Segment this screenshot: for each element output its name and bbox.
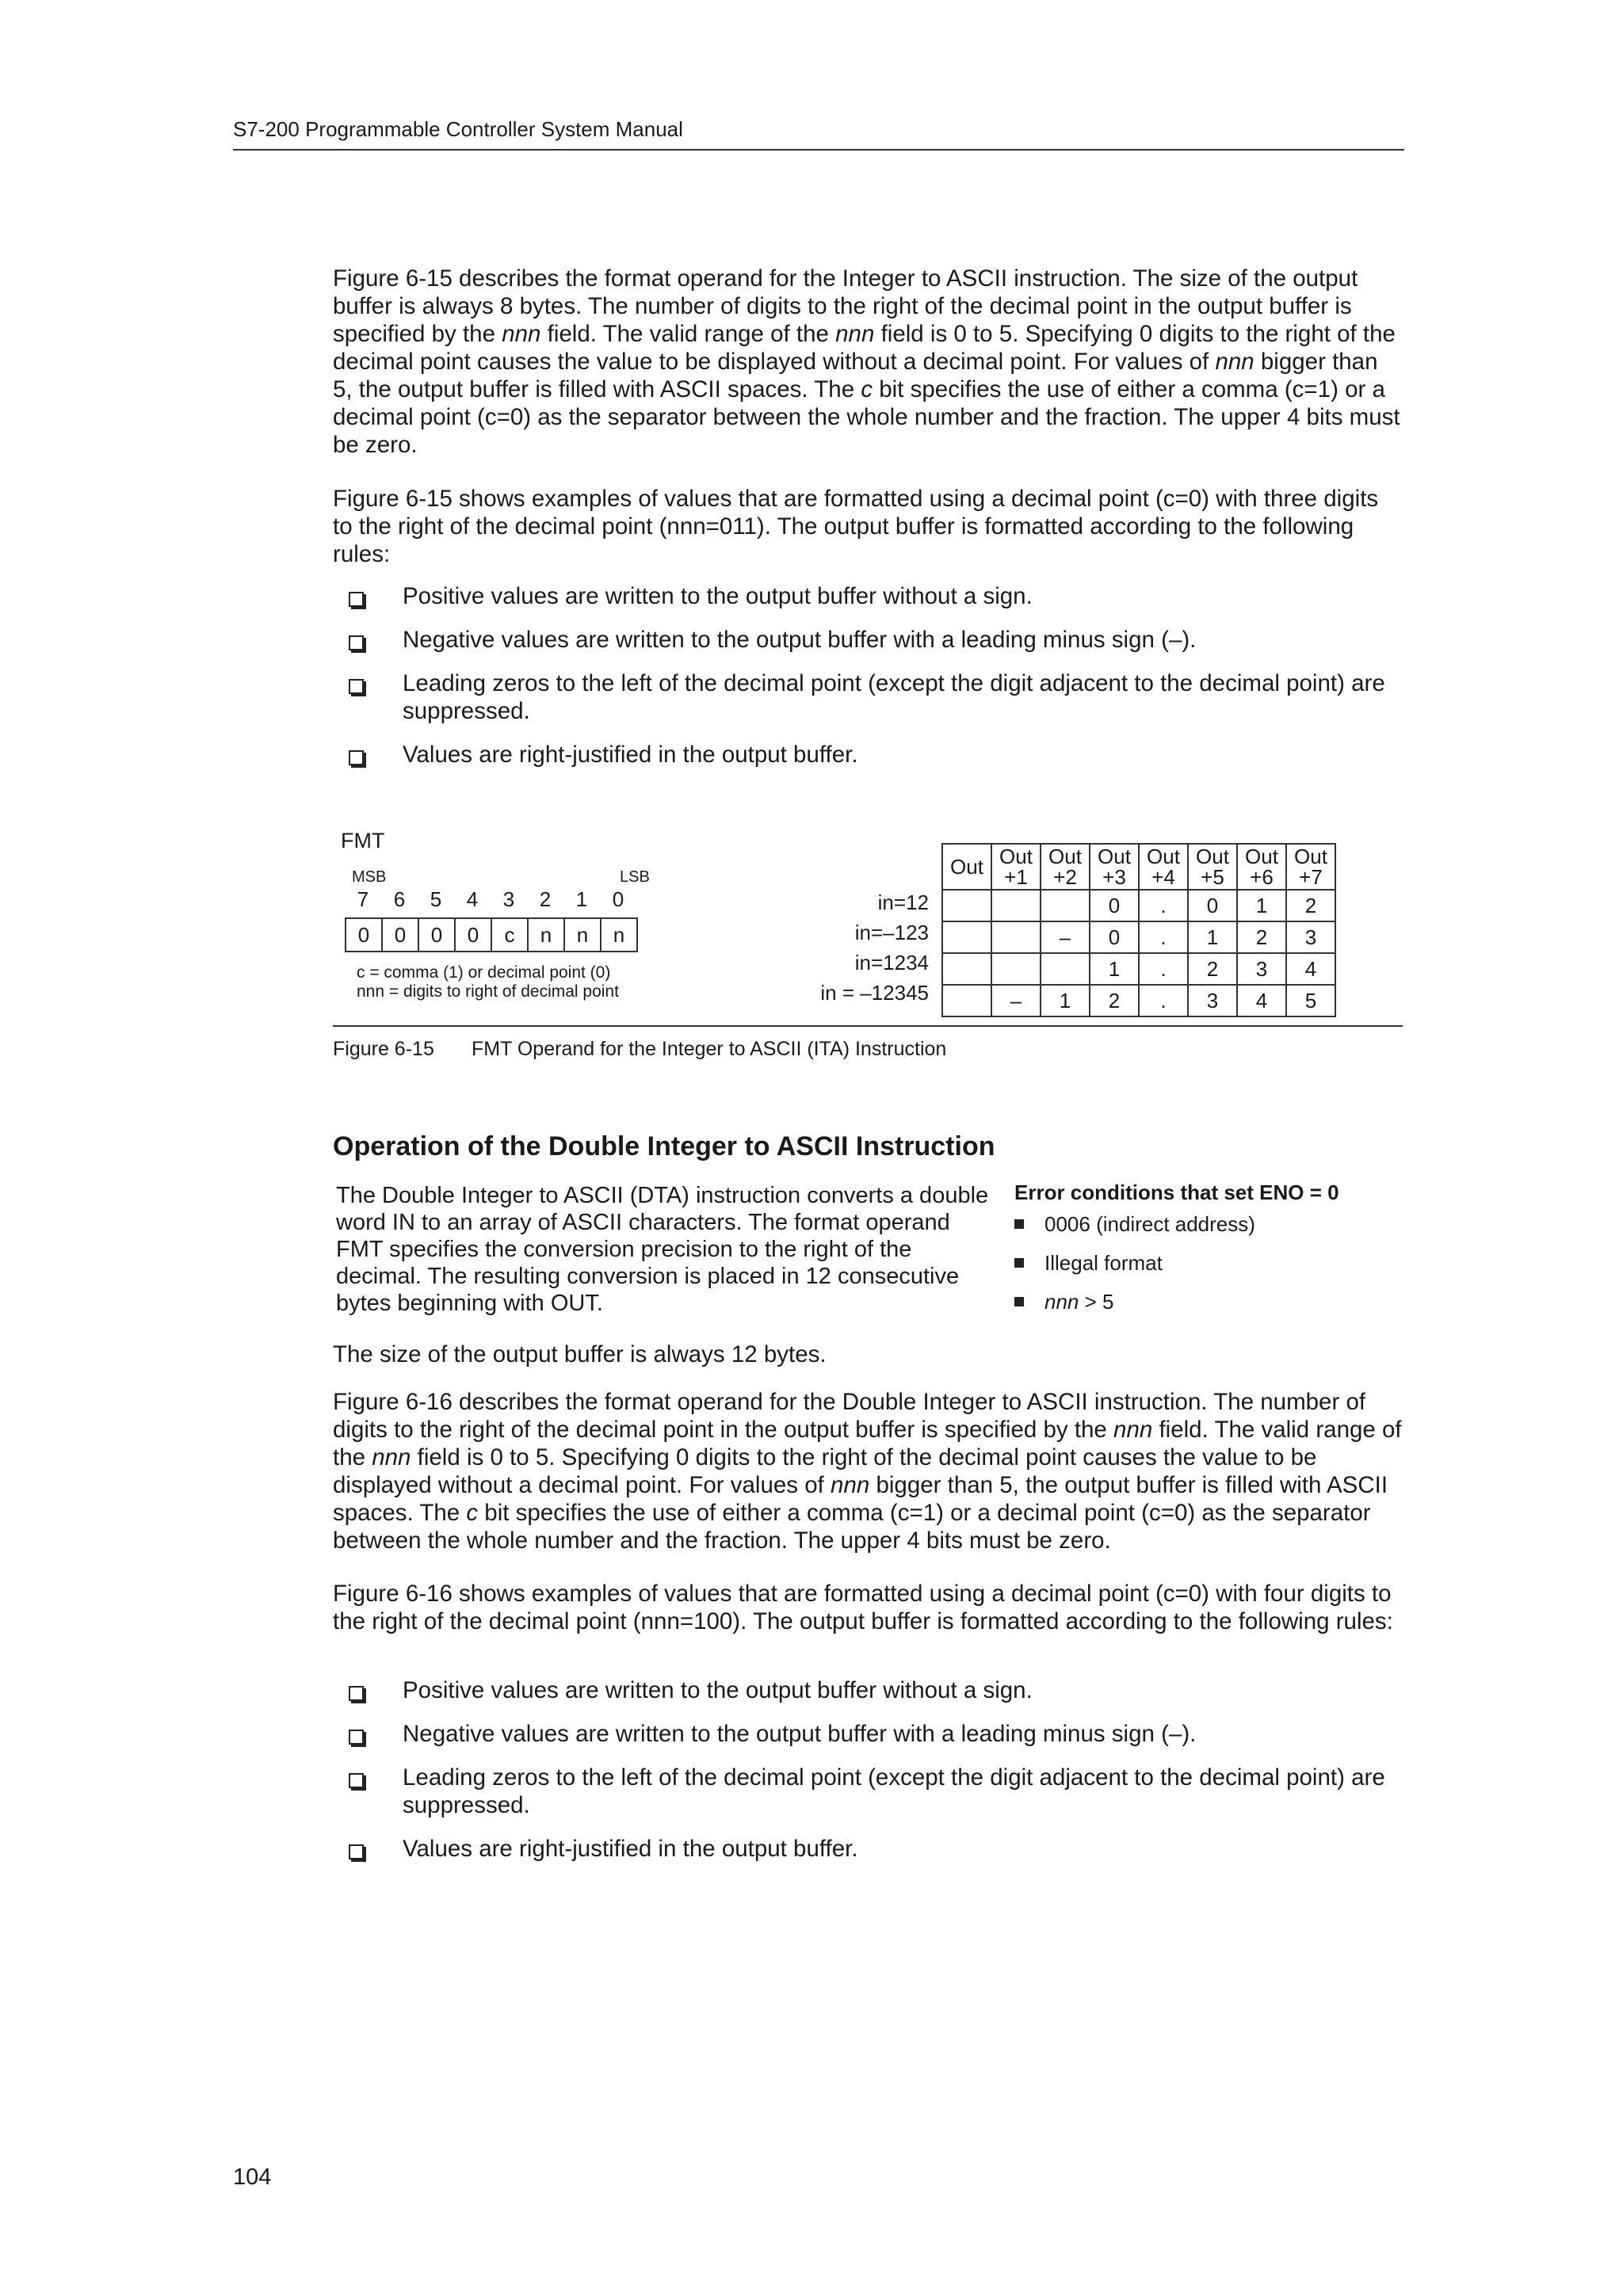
square-bullet-icon (1014, 1297, 1024, 1306)
rule-text: Values are right-justified in the output buffer. (403, 742, 858, 768)
list-item (349, 1720, 1411, 1748)
table-cell (942, 985, 991, 1016)
ita-rules-list (349, 582, 1411, 784)
table-cell (991, 953, 1041, 985)
rule-text: Leading zeros to the left of the decimal point (except the digit adjacent to the decimal point) are suppressed. (403, 670, 1385, 724)
table-cell: 3 (1286, 921, 1335, 953)
table-cell: . (1139, 953, 1188, 985)
bit-number: 5 (430, 887, 442, 911)
table-cell (991, 921, 1041, 953)
text-run: bit specifies the use of either a comma (c=1) or a decimal point (c=0) as the separator between the whole number and the fraction. The upper 4 bits must be zero. (333, 1500, 1371, 1554)
checkbox-bullet-icon (349, 1844, 364, 1859)
list-item (349, 582, 1411, 610)
list-item (349, 1764, 1411, 1819)
rule-text: Leading zeros to the left of the decimal point (except the digit adjacent to the decimal point) are suppressed. (403, 1764, 1385, 1818)
bit-number: 7 (357, 887, 369, 911)
error-text: > 5 (1079, 1290, 1114, 1314)
bit-number: 4 (466, 887, 479, 911)
error-text: 0006 (indirect address) (1044, 1212, 1255, 1236)
nnn-term: nnn (831, 1472, 870, 1498)
list-item (349, 1835, 1411, 1863)
table-cell: 0 (1090, 921, 1139, 953)
list-item (1014, 1290, 1255, 1329)
table-cell: 2 (1237, 921, 1286, 953)
manual-title: S7-200 Programmable Controller System Manual (233, 117, 683, 141)
column-header: Out +1 (991, 844, 1041, 890)
bit-value: n (565, 919, 601, 951)
page-header (233, 116, 1404, 151)
table-header-row (942, 844, 1335, 890)
table-cell (1041, 890, 1090, 921)
table-cell: . (1139, 985, 1188, 1016)
bit-value: n (601, 919, 638, 951)
c-term: c (861, 376, 873, 402)
ita-examples-paragraph: Figure 6-15 shows examples of values that are formatted using a decimal point (c=0) with three digits to the right of the decimal point (nnn=011). The output buffer is formatted according to the following rules: (333, 486, 1379, 567)
text-run: field. The valid range of the (333, 1417, 1402, 1470)
text-run: field is 0 to 5. Specifying 0 digits to the right of the decimal point causes the value to be displayed without a decimal point. For values of (333, 321, 1396, 375)
example-label: in=1234 (854, 951, 929, 974)
example-label: in = –12345 (820, 981, 929, 1005)
figure-rule (333, 1025, 1403, 1027)
text-run: Figure 6-15 describes the format operand for the Integer to ASCII instruction. The size of the output buffer is always 8 bytes. The number of digits to the right of the decimal point in the output buffer is specified by the (333, 265, 1358, 347)
column-header: Out +5 (1188, 844, 1237, 890)
checkbox-bullet-icon (349, 592, 364, 607)
column-header: Out (942, 844, 991, 890)
table-row (942, 921, 1335, 953)
table-cell: 1 (1090, 953, 1139, 985)
fmt-label: FMT (341, 829, 385, 852)
rule-text: Positive values are written to the output buffer without a sign. (403, 583, 1033, 609)
table-cell: 2 (1188, 953, 1237, 985)
checkbox-bullet-icon (349, 635, 364, 650)
nnn-term: nnn (372, 1444, 411, 1470)
bit-value: n (529, 919, 565, 951)
text-run: field. The valid range of the (540, 321, 836, 347)
output-buffer-table (941, 843, 1336, 1017)
table-cell: 4 (1286, 953, 1335, 985)
table-row (942, 985, 1335, 1016)
bit-value: c (492, 919, 529, 951)
dta-rules-list (349, 1676, 1411, 1878)
list-item (1014, 1251, 1255, 1290)
nnn-term: nnn (1113, 1417, 1153, 1443)
checkbox-bullet-icon (349, 1730, 364, 1745)
figure-caption (333, 1038, 946, 1061)
table-cell: 0 (1188, 890, 1237, 921)
text-run: bit specifies the use of either a comma (c=1) or a decimal point (c=0) as the separator between the whole number and the fraction. The upper 4 bits must be zero. (333, 376, 1400, 458)
column-header: Out +4 (1139, 844, 1188, 890)
c-bit-note: c = comma (1) or decimal point (0) (357, 963, 611, 982)
table-cell: – (1041, 921, 1090, 953)
bit-number: 2 (539, 887, 552, 911)
rule-text: Negative values are written to the output buffer with a leading minus sign (–). (403, 627, 1197, 653)
table-cell: 3 (1188, 985, 1237, 1016)
table-cell: – (991, 985, 1041, 1016)
column-header: Out +2 (1041, 844, 1090, 890)
error-conditions-list (1014, 1212, 1255, 1329)
column-header: Out +7 (1286, 844, 1335, 890)
table-cell: 1 (1188, 921, 1237, 953)
text-run: Figure 6-16 describes the format operand for the Double Integer to ASCII instruction. The number of digits to the right of the decimal point in the output buffer is specified by the (333, 1389, 1366, 1443)
rule-text: Negative values are written to the output buffer with a leading minus sign (–). (403, 1721, 1197, 1747)
bit-value: 0 (383, 919, 419, 951)
nnn-note: nnn = digits to right of decimal point (357, 982, 619, 1001)
table-cell (1041, 953, 1090, 985)
column-header: Out +3 (1090, 844, 1139, 890)
text-run: field is 0 to 5. Specifying 0 digits to the right of the decimal point causes the value to be displayed without a decimal point. For values of (333, 1444, 1317, 1498)
dta-format-paragraph (333, 1388, 1403, 1554)
square-bullet-icon (1014, 1219, 1024, 1229)
column-header: Out +6 (1237, 844, 1286, 890)
list-item (349, 1676, 1411, 1704)
list-item (1014, 1212, 1255, 1251)
table-cell: . (1139, 890, 1188, 921)
text-run: bigger than 5, the output buffer is filled with ASCII spaces. The (333, 1472, 1388, 1526)
example-label: in=–123 (854, 921, 929, 944)
nnn-term: nnn (1044, 1290, 1079, 1314)
bit-number: 1 (575, 887, 588, 911)
table-cell: 1 (1041, 985, 1090, 1016)
dta-examples-paragraph: Figure 6-16 shows examples of values that are formatted using a decimal point (c=0) with four digits to the right of the decimal point (nnn=100). The output buffer is formatted according to the following rules: (333, 1581, 1393, 1634)
checkbox-bullet-icon (349, 1773, 364, 1788)
nnn-term: nnn (1215, 349, 1254, 375)
bit-value: 0 (346, 919, 383, 951)
fmt-bit-field (345, 917, 638, 952)
checkbox-bullet-icon (349, 679, 364, 694)
nnn-term: nnn (835, 321, 875, 347)
table-cell (942, 953, 991, 985)
table-row (942, 890, 1335, 921)
table-cell: 3 (1237, 953, 1286, 985)
table-cell: . (1139, 921, 1188, 953)
dta-intro-paragraph: The Double Integer to ASCII (DTA) instruction converts a double word IN to an array of ASCII characters. The format operand FMT specifies the conversion precision to the right of the decimal. The resulting conversion is placed in 12 consecutive bytes beginning with OUT. (336, 1183, 989, 1316)
text-run: bigger than 5, the output buffer is filled with ASCII spaces. The (333, 349, 1378, 402)
bit-number: 3 (502, 887, 515, 911)
list-item (349, 741, 1411, 769)
table-cell: 4 (1237, 985, 1286, 1016)
bit-number: 0 (612, 887, 624, 911)
error-text: Illegal format (1044, 1251, 1163, 1275)
table-cell (942, 890, 991, 921)
list-item (349, 669, 1411, 725)
checkbox-bullet-icon (349, 1686, 364, 1701)
list-item (349, 626, 1411, 654)
table-cell: 5 (1286, 985, 1335, 1016)
table-cell: 1 (1237, 890, 1286, 921)
nnn-term: nnn (502, 321, 541, 347)
msb-label: MSB (352, 868, 387, 886)
page-number: 104 (233, 2164, 272, 2190)
table-cell (991, 890, 1041, 921)
ita-format-paragraph (333, 265, 1403, 459)
example-label: in=12 (877, 891, 929, 914)
rule-text: Positive values are written to the output buffer without a sign. (403, 1677, 1033, 1703)
table-cell: 2 (1090, 985, 1139, 1016)
caption-text: FMT Operand for the Integer to ASCII (ITA) Instruction (472, 1038, 947, 1060)
c-term: c (466, 1500, 479, 1526)
error-conditions-title: Error conditions that set ENO = 0 (1014, 1180, 1339, 1204)
section-title: Operation of the Double Integer to ASCII Instruction (333, 1131, 995, 1161)
table-cell: 2 (1286, 890, 1335, 921)
square-bullet-icon (1014, 1258, 1024, 1268)
buffer-size-paragraph: The size of the output buffer is always 12 bytes. (333, 1341, 827, 1367)
table-cell (942, 921, 991, 953)
bit-value: 0 (419, 919, 456, 951)
rule-text: Values are right-justified in the output buffer. (403, 1836, 858, 1862)
bit-number: 6 (393, 887, 406, 911)
lsb-label: LSB (620, 868, 650, 886)
table-row (942, 953, 1335, 985)
table-cell: 0 (1090, 890, 1139, 921)
caption-number: Figure 6-15 (333, 1038, 434, 1060)
checkbox-bullet-icon (349, 750, 364, 765)
bit-value: 0 (456, 919, 492, 951)
